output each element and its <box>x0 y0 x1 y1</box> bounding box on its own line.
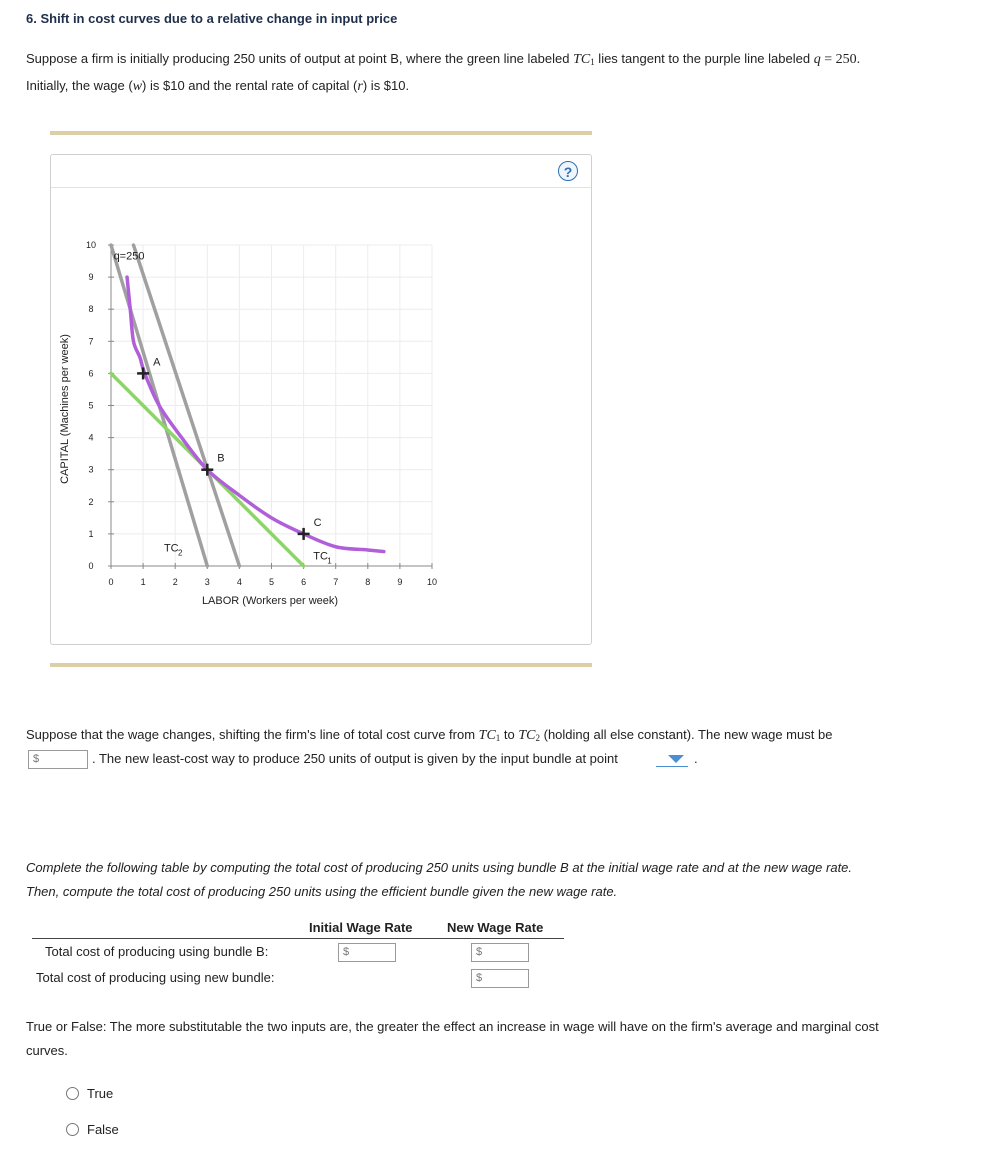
question-title: 6. Shift in cost curves due to a relative change in input price <box>26 11 398 26</box>
isoquant-curve <box>127 277 384 551</box>
x-axis-label: LABOR (Workers per week) <box>201 595 339 607</box>
bundle-b-initial-input[interactable]: $ <box>338 943 396 962</box>
bundle-b-new-input[interactable]: $ <box>471 943 529 962</box>
question-1-continued: . The new least-cost way to produce 250 units of output is given by the input bundle at point <box>92 751 618 766</box>
x-tick-label: 5 <box>268 577 275 587</box>
x-tick-label: 0 <box>108 577 114 587</box>
row-new-bundle-label: Total cost of producing using new bundle: <box>36 970 275 985</box>
table-header-rule <box>32 938 564 939</box>
point-dropdown[interactable] <box>656 753 688 767</box>
radio-true[interactable] <box>66 1087 79 1100</box>
isoquant-label: q=250 <box>113 250 145 263</box>
y-tick-label: 5 <box>88 400 94 411</box>
radio-false[interactable] <box>66 1123 79 1136</box>
chevron-down-icon <box>668 755 684 763</box>
graph-top-rule <box>50 131 592 135</box>
tc1-label: TC <box>313 550 328 563</box>
y-tick-label: 9 <box>88 272 94 283</box>
chart-ticks <box>86 240 437 587</box>
new-bundle-new-input[interactable]: $ <box>471 969 529 988</box>
intro-line-2: Initially, the wage (w) is $10 and the rental rate of capital (r) is $10. <box>26 78 410 94</box>
help-icon[interactable]: ? <box>558 161 578 181</box>
y-tick-label: 7 <box>88 336 94 347</box>
y-tick-label: 0 <box>88 561 94 571</box>
y-tick-label: 1 <box>88 528 94 539</box>
tc1-symbol: $TC_1$ <box>573 52 595 67</box>
question-3: True or False: The more substitutable the two inputs are, the greater the effect an increase in wage will have on the firm's average and marginal cost curves. <box>26 1019 879 1058</box>
point-c-label: C <box>313 516 322 529</box>
isoquant-chart[interactable] <box>51 155 591 644</box>
graph-bottom-rule <box>50 663 592 667</box>
tc2-label-sub: 2 <box>177 548 183 558</box>
row-bundle-b-label: Total cost of producing using bundle B: <box>45 944 269 959</box>
graph-panel <box>50 154 592 645</box>
question-2: Complete the following table by computing the total cost of producing 250 units using bundle B at the initial wage rate and at the new wage rate. Then, compute the total cost of producing 250 units using the efficient bundle given the new wage rate. <box>26 860 853 899</box>
x-tick-label: 4 <box>236 577 242 587</box>
point-a-label: A <box>153 356 161 369</box>
x-tick-label: 8 <box>365 577 371 587</box>
x-tick-label: 7 <box>333 577 339 587</box>
radio-true-label[interactable]: True <box>87 1086 114 1101</box>
y-tick-label: 6 <box>88 368 94 379</box>
question-1: Suppose that the wage changes, shifting the firm's line of total cost curve from $TC_1$ to $TC_2$ (holding all else constant). The new wage must be <box>26 727 833 743</box>
y-axis-label: CAPITAL (Machines per week) <box>59 334 71 484</box>
x-tick-label: 10 <box>426 577 438 587</box>
x-tick-label: 3 <box>204 577 210 587</box>
tc1-label-sub: 1 <box>327 556 332 566</box>
y-tick-label: 8 <box>88 304 94 315</box>
y-tick-label: 3 <box>88 464 94 475</box>
x-tick-label: 1 <box>140 577 146 587</box>
new-wage-input[interactable]: $ <box>28 750 88 769</box>
x-tick-label: 9 <box>397 577 403 587</box>
col-new-wage: New Wage Rate <box>447 920 544 935</box>
x-tick-label: 6 <box>301 577 307 587</box>
col-initial-wage: Initial Wage Rate <box>309 920 413 935</box>
tc2-label: TC <box>163 542 179 555</box>
y-tick-label: 2 <box>88 496 94 507</box>
intro-paragraph <box>26 47 860 99</box>
y-tick-label: 10 <box>85 240 97 250</box>
radio-false-label[interactable]: False <box>87 1122 119 1137</box>
y-tick-label: 4 <box>88 432 94 443</box>
x-tick-label: 2 <box>172 577 178 587</box>
point-b-label: B <box>217 452 225 465</box>
intro-line-1: Suppose a firm is initially producing 250 units of output at point B, where the green line labeled $TC_1$ lies tangent to the purple line labeled q = 250. <box>26 51 861 67</box>
